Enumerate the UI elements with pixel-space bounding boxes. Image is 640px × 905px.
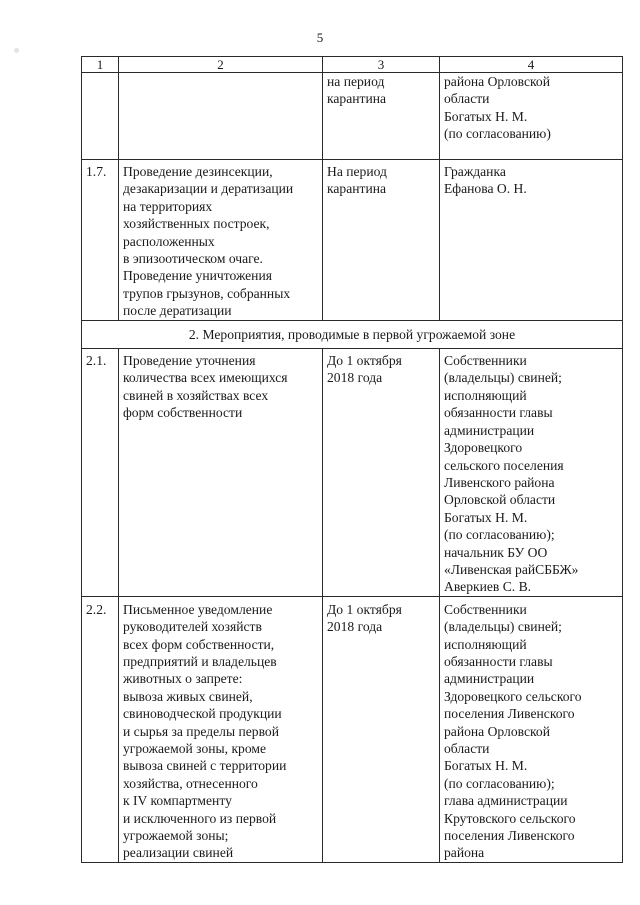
row-number: 2.1. bbox=[82, 349, 119, 597]
section-heading-row bbox=[82, 320, 623, 348]
measure-cell: Проведение уточнения количества всех имеющихся свиней в хозяйствах всех форм собственности bbox=[119, 349, 323, 597]
row-number: 2.2. bbox=[82, 596, 119, 862]
measures-table bbox=[81, 56, 623, 863]
table-row-2-1 bbox=[82, 349, 623, 597]
page-number: 5 bbox=[316, 30, 324, 45]
period-cell: На период карантина bbox=[323, 160, 440, 321]
responsible-cell: района Орловской области Богатых Н. М. (по согласованию) bbox=[440, 73, 623, 160]
scan-stain bbox=[14, 48, 19, 53]
measure-cell bbox=[119, 73, 323, 160]
responsible-cell: Собственники (владельцы) свиней; исполняющий обязанности главы администрации Здоровецкого сельского поселения Ливенского района Орловской области Богатых Н. М. (по согласованию); глава администрации Крутовского сельского поселения Ливенского района bbox=[440, 596, 623, 862]
col-header-3: 3 bbox=[323, 57, 440, 73]
measure-cell: Проведение дезинсекции, дезакаризации и дератизации на территориях хозяйственных построек, расположенных в эпизоотическом очаге. Проведение уничтожения трупов грызунов, собранных после дератизации bbox=[119, 160, 323, 321]
col-header-4: 4 bbox=[440, 57, 623, 73]
table-header-row bbox=[82, 57, 623, 73]
period-cell: на период карантина bbox=[323, 73, 440, 160]
table-row-1-7 bbox=[82, 160, 623, 321]
measure-cell: Письменное уведомление руководителей хозяйств всех форм собственности, предприятий и владельцев животных о запрете: вывоза живых свиней, свиноводческой продукции и сырья за пределы первой угрожаемой зоны, кроме вывоза свиней с территории хозяйства, отнесенного к IV компартменту и исключенного из первой угрожаемой зоны; реализации свиней bbox=[119, 596, 323, 862]
period-cell: До 1 октября 2018 года bbox=[323, 349, 440, 597]
section-2-title: 2. Мероприятия, проводимые в первой угрожаемой зоне bbox=[82, 320, 623, 348]
table-row-2-2 bbox=[82, 596, 623, 862]
row-number: 1.7. bbox=[82, 160, 119, 321]
col-header-1: 1 bbox=[82, 57, 119, 73]
responsible-cell: Гражданка Ефанова О. Н. bbox=[440, 160, 623, 321]
table-row-continued bbox=[82, 73, 623, 160]
col-header-2: 2 bbox=[119, 57, 323, 73]
row-number bbox=[82, 73, 119, 160]
period-cell: До 1 октября 2018 года bbox=[323, 596, 440, 862]
responsible-cell: Собственники (владельцы) свиней; исполняющий обязанности главы администрации Здоровецкого сельского поселения Ливенского района Орловской области Богатых Н. М. (по согласованию); начальник БУ ОО «Ливенская райСББЖ» Аверкиев С. В. bbox=[440, 349, 623, 597]
